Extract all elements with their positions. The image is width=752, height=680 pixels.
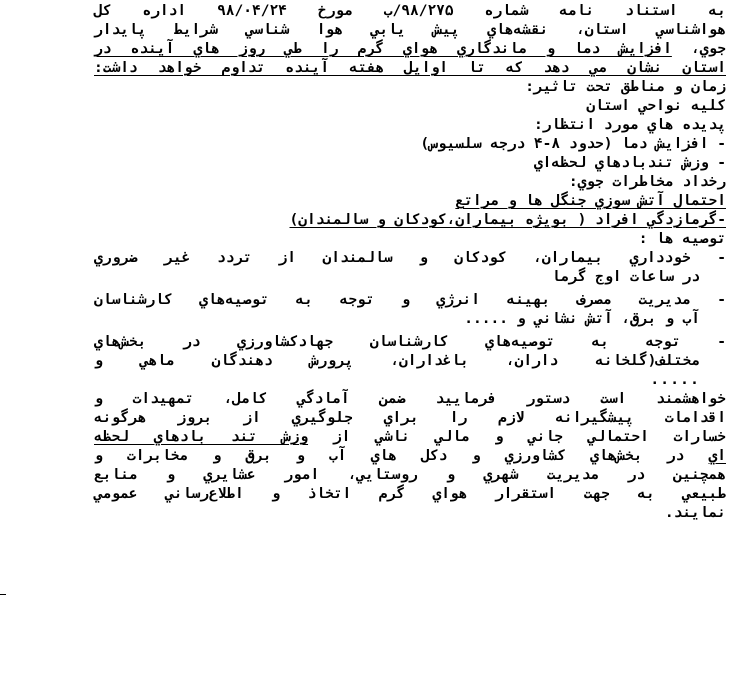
- closing-line-6: طبيعي به جهت استقرار هواي گرم اتخاذ و اطلاع‌رساني عمومي: [94, 486, 726, 502]
- recommendation-3-line-2: مختلف(گلخانه داران، باغداران، پرورش دهندگان ماهي و: [94, 353, 700, 369]
- intro-line-3-underlined: افزايش دما و ماندگاري هواي گرم را طي روز هاي آينده در: [94, 41, 672, 57]
- closing-line-7: نمايند.: [664, 505, 726, 521]
- phenomena-heading: پديده هاي مورد انتظار:: [533, 117, 726, 133]
- recommendation-2-line-1: - مديريت مصرف بهينه انرژي و توجه به توصيه‌هاي کارشناسان: [94, 292, 726, 308]
- intro-line-4: استان نشان مي دهد که تا اوايل هفته آينده تداوم خواهد داشت:: [94, 60, 726, 76]
- closing-line-3-underlined: وزش تند بادهاي لحظه: [94, 429, 309, 445]
- margin-dash-mark: [0, 594, 6, 595]
- recommendation-1-line-1: - خودداري بيماران، کودکان و سالمندان از تردد غير ضروري: [94, 250, 726, 266]
- weather-warning-text: [94, 2, 726, 523]
- recommendation-2-line-2: آب و برق، آتش نشاني و .....: [464, 311, 700, 327]
- hazard-item-fire: احتمال آتش سوزي جنگل ها و مراتع: [455, 193, 726, 209]
- closing-line-4: [94, 447, 726, 466]
- phenomena-item-temperature: - افزايش دما (حدود ۸-۴ درجه سلسيوس): [420, 136, 726, 152]
- intro-line-3-plain: جوي،: [671, 41, 726, 57]
- time-area-value: کليه نواحي استان: [586, 98, 726, 114]
- hazards-heading: رخداد مخاطرات جوي:: [568, 174, 726, 190]
- recommendations-heading: توصيه ها :: [638, 231, 726, 247]
- closing-line-2: اقدامات پيشگيرانه لازم را براي جلوگيري از بروز هرگونه: [94, 410, 726, 426]
- recommendation-3-line-1: - توجه به توصيه‌هاي کارشناسان جهادکشاورزي در بخش‌هاي: [94, 334, 726, 350]
- closing-line-4-underlined: اي: [708, 448, 726, 464]
- recommendation-3-line-3: .....: [650, 372, 700, 388]
- closing-line-3: [94, 428, 726, 447]
- closing-line-5: همچنين در مديريت شهري و روستايي، امور عشايري و منابع: [94, 467, 726, 483]
- closing-line-4-plain: در بخش‌هاي کشاورزي و دکل هاي آب و برق و مخابرات و: [94, 448, 709, 464]
- intro-line-2: هواشناسي استان، نقشه‌هاي پيش يابي هوا شناسي شرايط پايدار: [94, 22, 726, 38]
- time-area-heading: زمان و مناطق تحت تاثير:: [525, 79, 726, 95]
- recommendation-1-line-2: در ساعات اوج گرما: [551, 269, 700, 285]
- hazard-item-heatstroke: -گرمازدگي افراد ( بويژه بيماران،کودکان و سالمندان): [289, 212, 726, 228]
- closing-line-3-plain: خسارات احتمالي جاني و مالي ناشي از: [308, 429, 726, 445]
- closing-line-1: خواهشمند است دستور فرماييد ضمن آمادگي کامل، تمهيدات و: [94, 391, 726, 407]
- intro-line-1: به استناد نامه شماره ۹۸/۲۷۵/ب مورخ ۹۸/۰۴/۲۴ اداره کل: [94, 3, 726, 19]
- phenomena-item-gusts: - وزش تندبادهاي لحظه‌اي: [533, 155, 726, 171]
- intro-line-3: [94, 40, 726, 59]
